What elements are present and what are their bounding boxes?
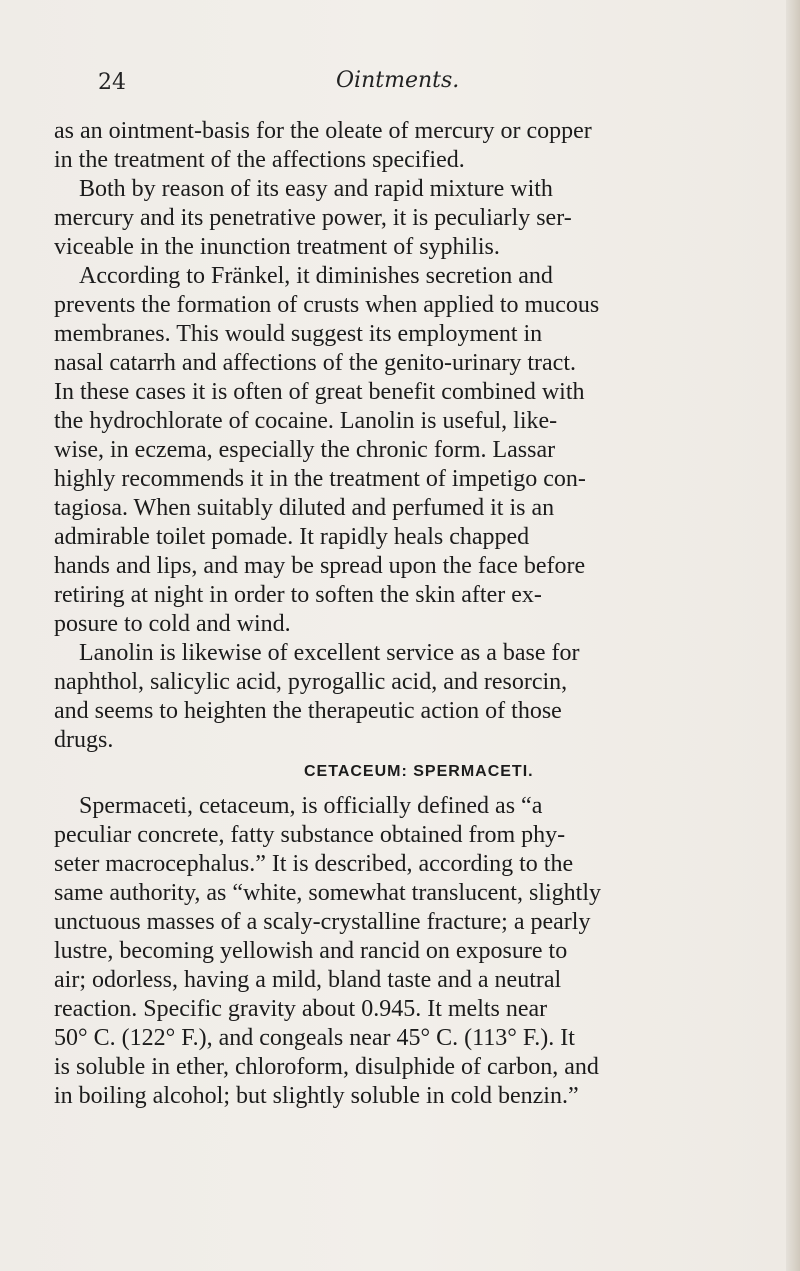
paragraph [54,639,744,755]
paragraph [54,792,744,1111]
text-line: unctuous masses of a scaly-crystalline fracture; a pearly [54,909,591,935]
text-line: According to Fränkel, it diminishes secretion and [79,263,553,289]
page-header [98,70,718,102]
page-number: 24 [98,70,126,95]
text-line: the hydrochlorate of cocaine. Lanolin is useful, like- [54,408,558,434]
text-line: air; odorless, having a mild, bland taste and a neutral [54,967,562,993]
text-line: drugs. [54,727,114,753]
text-line: mercury and its penetrative power, it is peculiarly ser- [54,205,572,231]
text-line: prevents the formation of crusts when applied to mucous [54,292,600,318]
text-line: membranes. This would suggest its employment in [54,321,543,347]
text-line: is soluble in ether, chloroform, disulphide of carbon, and [54,1054,599,1080]
page-edge [786,0,800,1271]
paragraph [54,117,744,175]
text-line: wise, in eczema, especially the chronic form. Lassar [54,437,556,463]
text-line: posure to cold and wind. [54,611,291,637]
text-line: Both by reason of its easy and rapid mixture with [79,176,553,202]
body-text [54,117,744,1111]
text-line: 50° C. (122° F.), and congeals near 45° C. (113° F.). It [54,1025,575,1051]
text-line: peculiar concrete, fatty substance obtained from phy- [54,822,566,848]
text-line: tagiosa. When suitably diluted and perfumed it is an [54,495,555,521]
text-line: In these cases it is often of great benefit combined with [54,379,585,405]
running-title: Ointments. [336,68,460,93]
text-line: same authority, as “white, somewhat translucent, slightly [54,880,601,906]
text-line: retiring at night in order to soften the skin after ex- [54,582,542,608]
text-line: admirable toilet pomade. It rapidly heals chapped [54,524,530,550]
text-line: as an ointment-basis for the oleate of mercury or copper [54,118,592,144]
text-line: and seems to heighten the therapeutic action of those [54,698,562,724]
paragraph [54,175,744,262]
text-line: in boiling alcohol; but slightly soluble in cold benzin.” [54,1083,579,1109]
text-line: Lanolin is likewise of excellent service as a base for [79,640,580,666]
text-line: hands and lips, and may be spread upon the face before [54,553,586,579]
text-line: seter macrocephalus.” It is described, according to the [54,851,574,877]
text-line: naphthol, salicylic acid, pyrogallic acid, and resorcin, [54,669,568,695]
text-line: Spermaceti, cetaceum, is officially defined as “a [79,793,543,819]
text-line: highly recommends it in the treatment of impetigo con- [54,466,586,492]
text-line: viceable in the inunction treatment of syphilis. [54,234,500,260]
text-line: nasal catarrh and affections of the genito-urinary tract. [54,350,576,376]
section-heading: CETACEUM: SPERMACETI. [304,763,534,780]
paragraph [54,262,744,639]
text-line: in the treatment of the affections specified. [54,147,465,173]
text-line: lustre, becoming yellowish and rancid on exposure to [54,938,568,964]
text-line: reaction. Specific gravity about 0.945. It melts near [54,996,548,1022]
